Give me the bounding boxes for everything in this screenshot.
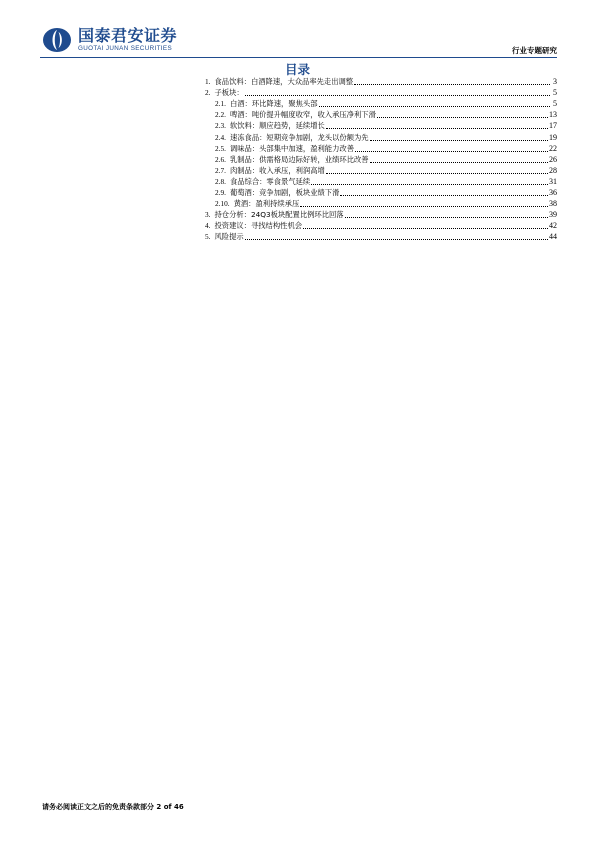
toc-dot-leader (354, 84, 550, 85)
toc-entry[interactable] (205, 187, 557, 198)
toc-entry-label (215, 99, 318, 109)
table-of-contents (205, 76, 557, 242)
toc-entry-number: 2.4. (215, 132, 226, 142)
footer-disclaimer: 请务必阅读正文之后的免责条款部分 2 of 46 (42, 803, 184, 811)
toc-entry[interactable] (205, 209, 557, 220)
toc-entry-title: 软饮料：顺应趋势，延续增长 (229, 121, 325, 131)
toc-entry-label (215, 188, 339, 198)
toc-entry-page: 44 (549, 232, 557, 242)
toc-entry-label (215, 110, 376, 120)
toc-entry-label (215, 166, 325, 176)
toc-dot-leader (340, 195, 548, 196)
toc-entry-page: 5 (553, 88, 557, 98)
toc-dot-leader (311, 184, 548, 185)
toc-dot-leader (300, 206, 548, 207)
toc-entry-label (215, 144, 354, 154)
toc-entry[interactable] (205, 98, 557, 109)
toc-entry-page: 3 (553, 77, 557, 87)
toc-entry-page: 36 (549, 188, 557, 198)
toc-entry-label (215, 133, 369, 143)
toc-entry-page: 42 (549, 221, 557, 231)
toc-entry-title: 葡萄酒：竞争加剧，板块业绩下滑 (229, 188, 340, 198)
toc-entry-number: 2.5. (215, 143, 226, 153)
toc-entry-number: 5. (205, 232, 211, 242)
toc-entry[interactable] (205, 220, 557, 231)
toc-dot-leader (370, 140, 548, 141)
toc-entry[interactable] (205, 176, 557, 187)
toc-entry-page: 26 (549, 154, 557, 164)
toc-entry-label (205, 88, 244, 98)
toc-entry[interactable] (205, 87, 557, 98)
toc-entry-number: 2.6. (215, 154, 226, 164)
toc-entry-page: 5 (553, 99, 557, 109)
toc-entry-number: 2.2. (215, 110, 226, 120)
toc-entry-title: 白酒：环比降速，聚焦头部 (229, 99, 318, 109)
toc-dot-leader (245, 95, 550, 96)
toc-dot-leader (326, 128, 548, 129)
toc-entry-number: 2.3. (215, 121, 226, 131)
toc-title: 目录 (284, 62, 310, 77)
toc-entry-number: 2.9. (215, 188, 226, 198)
company-logo (42, 26, 177, 54)
toc-entry[interactable] (205, 198, 557, 209)
toc-entry-label (215, 177, 310, 187)
toc-entry-title: 子板块： (214, 88, 244, 98)
toc-entry-title: 食品饮料：白酒降速，大众品率先走出调整 (214, 77, 354, 87)
toc-entry-number: 2. (205, 88, 211, 98)
toc-entry-label (215, 199, 299, 209)
toc-entry-label (205, 210, 344, 220)
toc-entry-number: 2.8. (215, 176, 226, 186)
toc-entry-number: 2.1. (215, 99, 226, 109)
toc-dot-leader (326, 173, 548, 174)
toc-entry-page: 17 (549, 121, 557, 131)
toc-entry-page: 13 (549, 110, 557, 120)
toc-entry-page: 31 (549, 176, 557, 186)
toc-entry-number: 1. (205, 77, 211, 87)
toc-entry-page: 39 (549, 210, 557, 220)
toc-dot-leader (355, 151, 548, 152)
toc-entry[interactable] (205, 231, 557, 242)
toc-entry-label (205, 232, 244, 242)
toc-dot-leader (319, 106, 550, 107)
toc-dot-leader (245, 239, 548, 240)
toc-entry-page: 22 (549, 143, 557, 153)
toc-dot-leader (345, 217, 548, 218)
toc-entry-number: 4. (205, 221, 211, 231)
toc-entry-title: 乳制品：供需格局边际好转，业绩环比改善 (229, 154, 369, 164)
toc-entry-label (215, 121, 325, 131)
logo-text (78, 27, 177, 53)
toc-entry-title: 投资建议：寻找结构性机会 (214, 221, 303, 231)
toc-entry-title: 黄酒：盈利持续承压 (233, 199, 300, 209)
toc-entry-title: 调味品：头部集中加速，盈利能力改善 (229, 143, 354, 153)
header-divider (40, 57, 557, 58)
toc-entry-page: 28 (549, 165, 557, 175)
toc-entry[interactable] (205, 120, 557, 131)
toc-entry-title: 食品综合：零食景气延续 (229, 176, 311, 186)
toc-entry-number: 3. (205, 210, 211, 220)
toc-entry[interactable] (205, 109, 557, 120)
logo-name-en: GUOTAI JUNAN SECURITIES (78, 45, 172, 52)
toc-entry-title: 啤酒：吨价提升幅度收窄，收入承压净利下滑 (229, 110, 376, 120)
toc-entry-number: 2.10. (215, 199, 230, 209)
toc-entry-page: 38 (549, 199, 557, 209)
report-type-label: 行业专题研究 (512, 46, 557, 55)
toc-entry[interactable] (205, 76, 557, 87)
toc-dot-leader (303, 228, 548, 229)
toc-entry[interactable] (205, 154, 557, 165)
toc-entry-title: 风险提示 (214, 232, 244, 242)
toc-entry-title: 速冻食品：短期竞争加剧，龙头以份额为先 (229, 132, 369, 142)
toc-entry-label (205, 77, 353, 87)
guotai-junan-logo-icon (42, 27, 72, 53)
toc-entry-page: 19 (549, 132, 557, 142)
toc-entry-label (205, 221, 302, 231)
toc-entry[interactable] (205, 143, 557, 154)
toc-dot-leader (377, 117, 548, 118)
toc-entry-label (215, 155, 369, 165)
toc-dot-leader (370, 162, 548, 163)
toc-entry[interactable] (205, 165, 557, 176)
toc-entry[interactable] (205, 131, 557, 142)
logo-name-cn: 国泰君安证券 (78, 26, 178, 45)
toc-entry-number: 2.7. (215, 165, 226, 175)
toc-entry-title: 持仓分析：24Q3板块配置比例环比回落 (214, 210, 344, 220)
toc-entry-title: 肉制品：收入承压，利润高增 (229, 165, 325, 175)
